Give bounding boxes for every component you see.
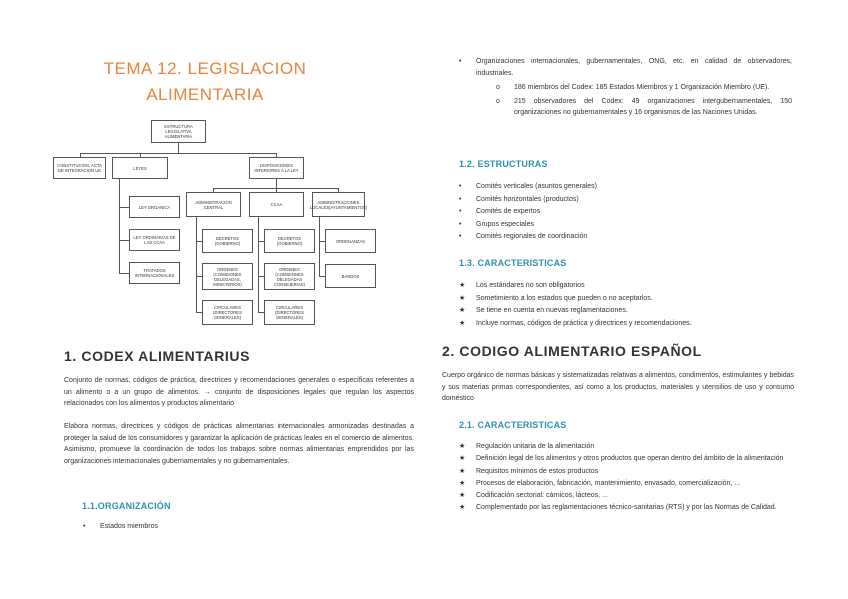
organizacion-list <box>80 521 400 534</box>
title-line-1: TEMA 12. LEGISLACION <box>103 59 307 78</box>
connector <box>319 217 320 277</box>
codigo-paragraph: Cuerpo orgánico de normas básicas y sistematizadas relativas a alimentos, condimentos, estimulantes y bebidas y sus materias primas correspondientes, así como a los productos, materiales y utensilios de uso y consumo doméstico <box>442 372 794 402</box>
connector <box>258 217 259 313</box>
org-node-ordenes-ccaa: ORDENES (COMISIONES DELEGADAS CONSEJERIAS) <box>264 263 315 290</box>
connector <box>119 179 120 273</box>
list-item: • Organizaciones internacionales, gubernamentales, ONG, etc. en calidad de observadores, industriales. <box>459 58 792 77</box>
codex-paragraph-1: Conjunto de normas, códigos de práctica, directrices y recomendaciones generales o específicas referentes a un alimento o a un grupo de alimentos. → conjunto de disposiciones legales que regulan los aspectos relacionados con los alimentos y productos alimentario <box>64 377 414 407</box>
org-node-admin-central: ADMINISTRACION CENTRAL <box>186 192 241 217</box>
connector <box>276 179 277 188</box>
bullet-dot-icon: • <box>459 220 462 228</box>
connector <box>119 207 129 208</box>
star-icon: ★ <box>459 294 466 302</box>
star-icon: ★ <box>459 504 466 512</box>
star-icon: ★ <box>459 307 466 315</box>
connector <box>80 153 277 154</box>
estructuras-heading: 1.2. ESTRUCTURAS <box>459 159 548 169</box>
org-node-disposiciones: DISPOSICIONES INFERIORES A LA LEY <box>249 157 304 179</box>
org-node-decretos-ccaa: DECRETOS (GOBIERNO) <box>264 229 315 253</box>
codex-members-sublist <box>496 82 792 119</box>
list-item: ★ Codificación sectorial: cárnicos, lácteos, ... <box>456 490 792 502</box>
bullet-dot-icon: • <box>83 523 86 530</box>
org-node-bandos: BANDOS <box>325 264 376 288</box>
org-node-ley-organica: LEY ORGANICA <box>129 196 180 218</box>
bullet-dot-icon: • <box>459 233 462 241</box>
list-item: o 215 observadores del Codex: 49 organizaciones intergubernamentales, 150 organizaciones no gubernamentales y 16 organismos de las Naciones Unidas. <box>496 97 792 116</box>
star-icon: ★ <box>459 443 466 450</box>
list-item: • Comités regionales de coordinación <box>456 231 792 244</box>
list-item: • Comités verticales (asuntos generales) <box>456 181 792 194</box>
page-title <box>60 56 350 108</box>
org-node-root: ESTRUCTURA LEGISLATIVA ALIMENTARIA <box>151 120 206 143</box>
list-item: ★ Incluye normas, códigos de práctica y directrices y recomendaciones. <box>456 318 792 331</box>
org-node-constitucion: CONSTITUCION, ACTA DE INTEGRACION UE <box>53 157 106 179</box>
org-node-circulares-ccaa: CIRCULARES (DIRECTORES GENERALES) <box>264 300 315 325</box>
org-node-admin-locales: ADMINISTRACIONES LOCALES(AYUNTAMIENTOS) <box>312 192 365 217</box>
codigo-heading: 2. CODIGO ALIMENTARIO ESPAÑOL <box>442 343 702 359</box>
list-item: ★ Requisitos mínimos de estos productos <box>456 466 792 478</box>
list-item: ★ Los estándares no son obligatorios <box>456 280 792 293</box>
observadores-list <box>456 56 792 79</box>
list-item: ★ Complementado por las reglamentaciones técnico-sanitarias (RTS) y por las Normas de Calidad. <box>456 502 792 514</box>
caracteristicas-heading: 1.3. CARACTERISTICAS <box>459 258 567 268</box>
star-icon: ★ <box>459 319 466 327</box>
connector <box>178 143 179 153</box>
list-item: • Comités de expertos <box>456 206 792 219</box>
list-item: • Grupos especiales <box>456 219 792 232</box>
caracteristicas-list <box>456 280 792 330</box>
list-item: ★ Regulación unitaria de la alimentación <box>456 441 792 453</box>
bullet-dot-icon: • <box>459 183 462 190</box>
list-item: o 186 miembros del Codex: 185 Estados Miembros y 1 Organización Miembro (UE). <box>496 82 792 94</box>
codex-heading: 1. CODEX ALIMENTARIUS <box>64 348 251 364</box>
title-line-2: ALIMENTARIA <box>146 85 264 104</box>
star-icon: ★ <box>459 467 466 475</box>
connector <box>119 273 129 274</box>
star-icon: ★ <box>459 282 466 289</box>
org-node-ordenanzas: ORDENANZAS <box>325 229 376 253</box>
star-icon: ★ <box>459 492 466 500</box>
codigo-caracteristicas-heading: 2.1. CARACTERISTICAS <box>459 420 567 430</box>
organizacion-heading: 1.1.ORGANIZACIÓN <box>82 501 171 511</box>
list-item: ★ Sometimiento a los estados que pueden o no aceptarlos. <box>456 293 792 306</box>
org-node-leyes-ordinarias: LEY ORDINARIAS DE LAS CCAA <box>129 229 180 251</box>
list-item: ★ Definición legal de los alimentos y otros productos que operan dentro del ámbito de la alimentación <box>456 453 792 465</box>
star-icon: ★ <box>459 455 466 463</box>
codex-paragraph-2: Elabora normas, directrices y códigos de prácticas alimentarias internacionales armonizadas destinadas a proteger la salud de los consumidores y garantizar la aplicación de prácticas leales en el comercio de alimentos. Asimismo, promueve la coordinación de todos los trabajos sobre normas alimentarias emprendidos por las organizaciones internacionales gubernamentales y no gubernamentales. <box>64 423 414 465</box>
bullet-dot-icon: • <box>459 195 462 203</box>
org-node-ccaa: CCAA <box>249 192 304 217</box>
org-node-circulares-central: CIRCULARES (DIRECTORES GENERALES) <box>202 300 253 325</box>
bullet-circle-icon: o <box>496 97 500 105</box>
org-node-decretos-central: DECRETOS (GOBIERNO) <box>202 229 253 253</box>
list-item: • Estados miembros <box>80 521 400 534</box>
org-node-tratados: TRATADOS INTERNACIONALES <box>129 262 180 284</box>
org-node-leyes: LEYES <box>112 157 168 179</box>
bullet-dot-icon: • <box>459 208 462 216</box>
bullet-dot-icon: • <box>459 58 462 65</box>
connector <box>119 240 129 241</box>
connector <box>196 217 197 313</box>
org-node-ordenes-central: ORDENES (COMISIONES DELEGADAS, MINISTERIOS) <box>202 263 253 290</box>
list-item: ★ Se tiene en cuenta en nuevas reglamentaciones. <box>456 305 792 318</box>
star-icon: ★ <box>459 479 466 487</box>
estructuras-list <box>456 181 792 244</box>
bullet-circle-icon: o <box>496 84 500 91</box>
list-item: ★ Procesos de elaboración, fabricación, mantenimiento, envasado, comercialización, ... <box>456 478 792 490</box>
list-item: • Comités horizontales (productos) <box>456 194 792 207</box>
codigo-caracteristicas-list <box>456 441 792 515</box>
